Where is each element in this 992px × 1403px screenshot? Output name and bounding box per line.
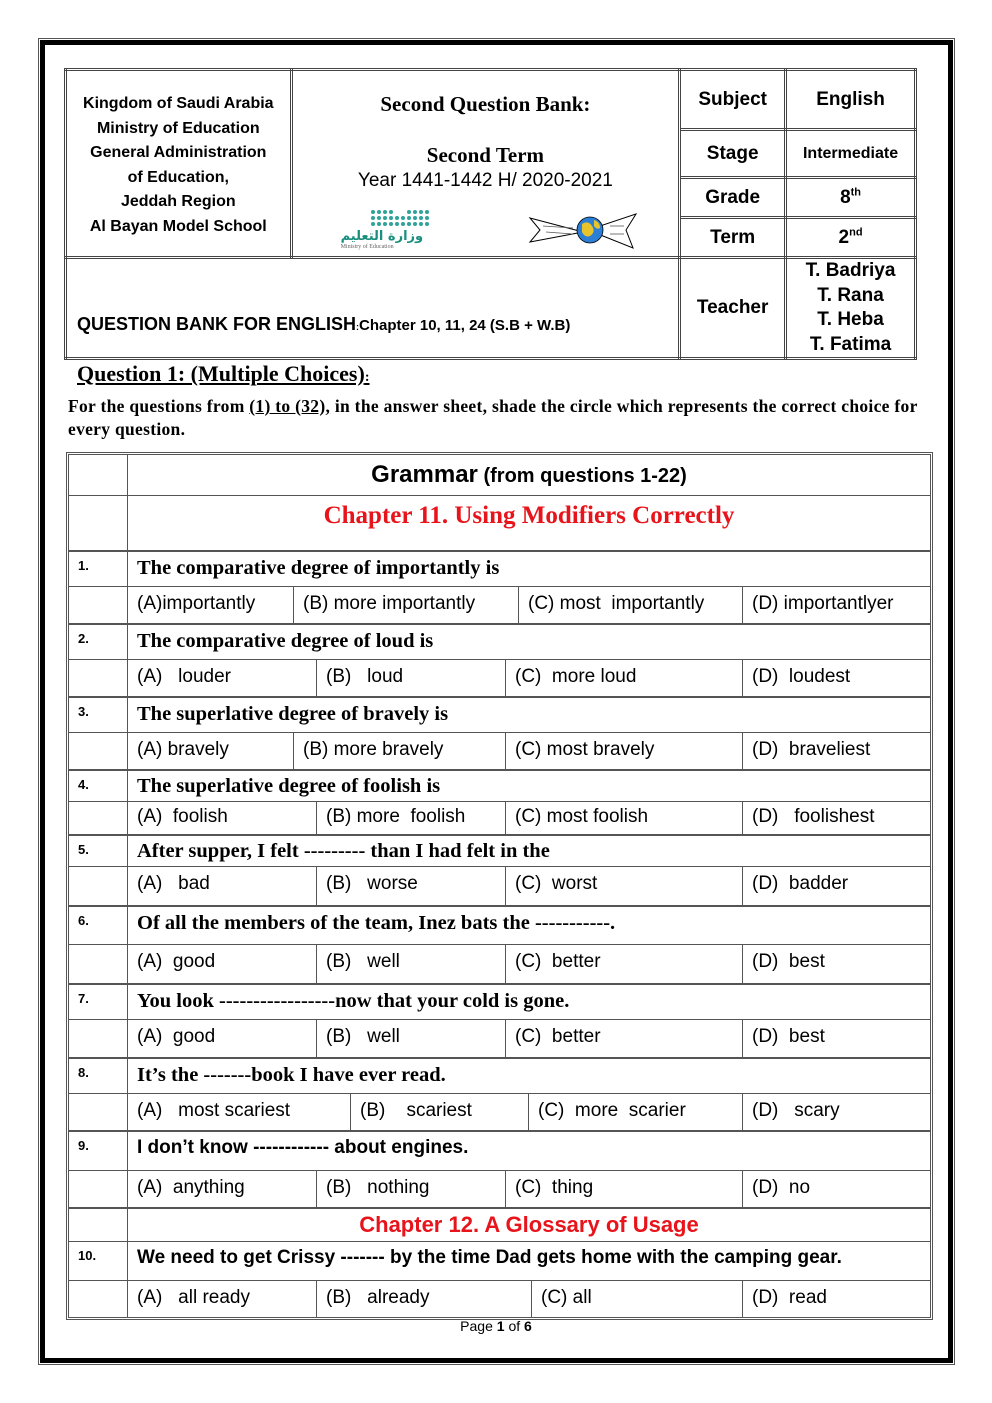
question-row	[69, 834, 930, 866]
page-current: 1	[496, 1318, 505, 1334]
page-of: of	[504, 1318, 525, 1334]
question-text: The comparative degree of loud is	[137, 630, 434, 652]
question-row	[69, 550, 930, 586]
title-line-2: Second Term	[426, 142, 545, 167]
question-row	[69, 769, 930, 801]
page-footer	[0, 1318, 992, 1334]
option-d[interactable]: (D) read	[752, 1287, 827, 1308]
options-row	[69, 732, 930, 769]
option-d[interactable]: (D) best	[752, 1026, 825, 1047]
ministry-logo	[341, 210, 430, 250]
options	[128, 660, 930, 696]
option-a[interactable]: (A) bravely	[128, 733, 294, 769]
ministry-logo-arabic: وزارة التعليم	[340, 228, 424, 244]
question-1-heading	[77, 361, 370, 387]
options	[128, 1094, 930, 1130]
option-c[interactable]: (C) all	[532, 1281, 743, 1317]
page-label: Page	[460, 1318, 497, 1334]
school-line: Al Bayan Model School	[89, 217, 267, 235]
option-c[interactable]: (C) better	[506, 1020, 743, 1057]
options-row	[69, 866, 930, 905]
question-row	[69, 905, 930, 944]
term-value	[786, 218, 916, 258]
teacher-label: Teacher	[680, 258, 786, 359]
question-row	[69, 696, 930, 732]
options-row	[69, 586, 930, 623]
question-1-heading-text: Question 1: (Multiple Choices)	[77, 361, 365, 386]
question-number: 8.	[69, 1059, 128, 1093]
question-row	[69, 1241, 930, 1280]
option-d[interactable]: (D) foolishest	[752, 806, 875, 827]
number-cell	[69, 867, 128, 905]
option-d[interactable]: (D) scary	[752, 1100, 840, 1121]
stage-label: Stage	[680, 130, 786, 178]
school-line: Jeddah Region	[120, 193, 236, 210]
question-text: The comparative degree of importantly is	[137, 557, 500, 579]
question-row	[69, 1130, 930, 1170]
number-cell	[69, 660, 128, 696]
title-year: Year 1441-1442 H/ 2020-2021	[357, 169, 613, 191]
question-row	[69, 623, 930, 659]
page-total: 6	[524, 1318, 532, 1334]
question-text: The superlative degree of bravely is	[137, 703, 449, 725]
instruction-text: For the questions from	[68, 396, 250, 416]
question-text: It’s the -------book I have ever read.	[137, 1064, 446, 1086]
instruction-text: in the answer sheet, shade the circle which represents the correct choice for every question.	[68, 396, 918, 439]
options	[128, 867, 930, 905]
school-logo-icon	[528, 210, 638, 250]
instruction-range: (1) to (32),	[249, 396, 331, 416]
teacher-name: T. Badriya	[805, 260, 896, 281]
question-text: Of all the members of the team, Inez bats the -----------.	[137, 912, 616, 934]
title-line-1: Second Question Bank:	[380, 91, 591, 116]
option-b[interactable]: (B) worse	[317, 867, 506, 905]
option-a[interactable]: (A) louder	[128, 660, 317, 696]
question-row	[69, 1057, 930, 1093]
teacher-name: T. Rana	[817, 284, 884, 306]
school-line: General Administration	[90, 144, 267, 161]
option-c[interactable]: (C) most importantly	[519, 587, 743, 623]
options-row	[69, 944, 930, 983]
number-cell	[69, 1281, 128, 1317]
question-text: I don’t know ------------ about engines.	[137, 1137, 469, 1158]
options-row	[69, 801, 930, 834]
option-a[interactable]: (A) bad	[128, 867, 317, 905]
option-c[interactable]: (C) worst	[506, 867, 743, 905]
options	[128, 802, 930, 834]
question-text: The superlative degree of foolish is	[137, 775, 441, 797]
section-title-sub: (from questions 1-22)	[477, 465, 687, 487]
section-title	[128, 455, 930, 495]
option-d[interactable]: (D) importantlyer	[752, 593, 894, 614]
question-text: After supper, I felt --------- than I had felt in the	[137, 840, 550, 862]
option-d[interactable]: (D) best	[752, 951, 825, 972]
teacher-list	[786, 258, 916, 359]
question-row	[69, 983, 930, 1019]
question-number: 9.	[69, 1132, 128, 1170]
number-cell	[69, 802, 128, 834]
chapter-row	[69, 1207, 930, 1241]
school-line: Ministry of Education	[96, 119, 260, 137]
options	[128, 945, 930, 983]
options-row	[69, 1019, 930, 1057]
options	[128, 587, 930, 623]
options-row	[69, 1093, 930, 1130]
term-suffix: nd	[849, 226, 863, 239]
section-title-main: Grammar	[371, 461, 478, 488]
option-b[interactable]: (B) more importantly	[294, 587, 519, 623]
header-table	[64, 68, 917, 360]
option-a[interactable]: (A) good	[128, 945, 317, 983]
question-bank-title	[66, 258, 680, 359]
number-cell	[69, 1094, 128, 1130]
option-a[interactable]: (A) anything	[128, 1171, 317, 1207]
question-number: 7.	[69, 985, 128, 1019]
option-d[interactable]: (D) loudest	[752, 666, 851, 687]
instructions	[68, 395, 948, 441]
school-line: Kingdom of Saudi Arabia	[83, 95, 274, 112]
chapter-12-heading: Chapter 12. A Glossary of Usage	[359, 1212, 699, 1237]
option-c[interactable]: (C) most foolish	[506, 802, 743, 834]
grade-label: Grade	[680, 178, 786, 218]
option-b[interactable]: (B) more foolish	[317, 802, 506, 834]
option-a[interactable]: (A) foolish	[128, 802, 317, 834]
ministry-logo-english: Ministry of Education	[340, 243, 394, 250]
question-number: 6.	[69, 907, 128, 944]
options	[128, 1171, 930, 1207]
chapter-11-heading: Chapter 11. Using Modifiers Correctly	[323, 502, 735, 529]
document-title	[291, 70, 680, 258]
question-number: 3.	[69, 698, 128, 732]
option-c[interactable]: (C) more scarier	[529, 1094, 743, 1130]
number-cell	[69, 496, 128, 550]
school-info	[66, 70, 292, 258]
number-cell	[69, 1171, 128, 1207]
question-bank-separator: :	[356, 322, 360, 332]
question-number: 4.	[69, 771, 128, 801]
option-b[interactable]: (B) already	[317, 1281, 532, 1317]
subject-label: Subject	[680, 70, 786, 130]
option-a[interactable]: (A) good	[128, 1020, 317, 1057]
option-c[interactable]: (C) most bravely	[506, 733, 743, 769]
teacher-name: T. Heba	[817, 309, 884, 330]
option-b[interactable]: (B) loud	[317, 660, 506, 696]
option-a[interactable]: (A)importantly	[128, 587, 294, 623]
question-bank-chapters: Chapter 10, 11, 24 (S.B + W.B)	[359, 317, 571, 334]
grade-suffix: th	[850, 186, 862, 199]
question-number: 2.	[69, 625, 128, 659]
option-a[interactable]: (A) most scariest	[128, 1094, 351, 1130]
options-row	[69, 1170, 930, 1207]
options	[128, 1020, 930, 1057]
number-cell	[69, 455, 128, 495]
question-number: 1.	[69, 552, 128, 586]
option-b[interactable]: (B) well	[317, 1020, 506, 1057]
option-c[interactable]: (C) thing	[506, 1171, 743, 1207]
options	[128, 1281, 930, 1317]
options	[128, 733, 930, 769]
subject-value: English	[786, 70, 916, 130]
option-c[interactable]: (C) better	[506, 945, 743, 983]
question-text: We need to get Crissy ------- by the time Dad gets home with the camping gear.	[137, 1247, 842, 1268]
option-d[interactable]: (D) badder	[752, 873, 849, 894]
chapter-row	[69, 495, 930, 550]
options-row	[69, 659, 930, 696]
grade-value	[786, 178, 916, 218]
term-number: 2	[838, 226, 850, 248]
option-d[interactable]: (D) braveliest	[752, 739, 871, 760]
question-text: You look -----------------now that your cold is gone.	[137, 990, 570, 1012]
school-line: of Education,	[127, 168, 229, 186]
question-number: 10.	[69, 1242, 128, 1280]
option-b[interactable]: (B) more bravely	[294, 733, 506, 769]
option-b[interactable]: (B) well	[317, 945, 506, 983]
number-cell	[69, 945, 128, 983]
option-c[interactable]: (C) more loud	[506, 660, 743, 696]
number-cell	[69, 1209, 128, 1241]
section-title-row	[69, 455, 930, 495]
logos	[293, 192, 679, 250]
question-number: 5.	[69, 836, 128, 866]
option-b[interactable]: (B) scariest	[351, 1094, 529, 1130]
question-bank-heading: QUESTION BANK FOR ENGLISH	[77, 314, 357, 334]
option-d[interactable]: (D) no	[752, 1177, 811, 1198]
number-cell	[69, 1020, 128, 1057]
ministry-logo-dots-icon	[371, 210, 430, 226]
options-row	[69, 1280, 930, 1317]
grade-number: 8	[840, 186, 851, 208]
question-1-heading-colon: :	[364, 370, 370, 385]
number-cell	[69, 587, 128, 623]
teacher-name: T. Fatima	[809, 333, 892, 355]
option-a[interactable]: (A) all ready	[128, 1281, 317, 1317]
term-label: Term	[680, 218, 786, 258]
number-cell	[69, 733, 128, 769]
question-table	[66, 452, 933, 1320]
stage-value: Intermediate	[786, 130, 916, 178]
option-b[interactable]: (B) nothing	[317, 1171, 506, 1207]
